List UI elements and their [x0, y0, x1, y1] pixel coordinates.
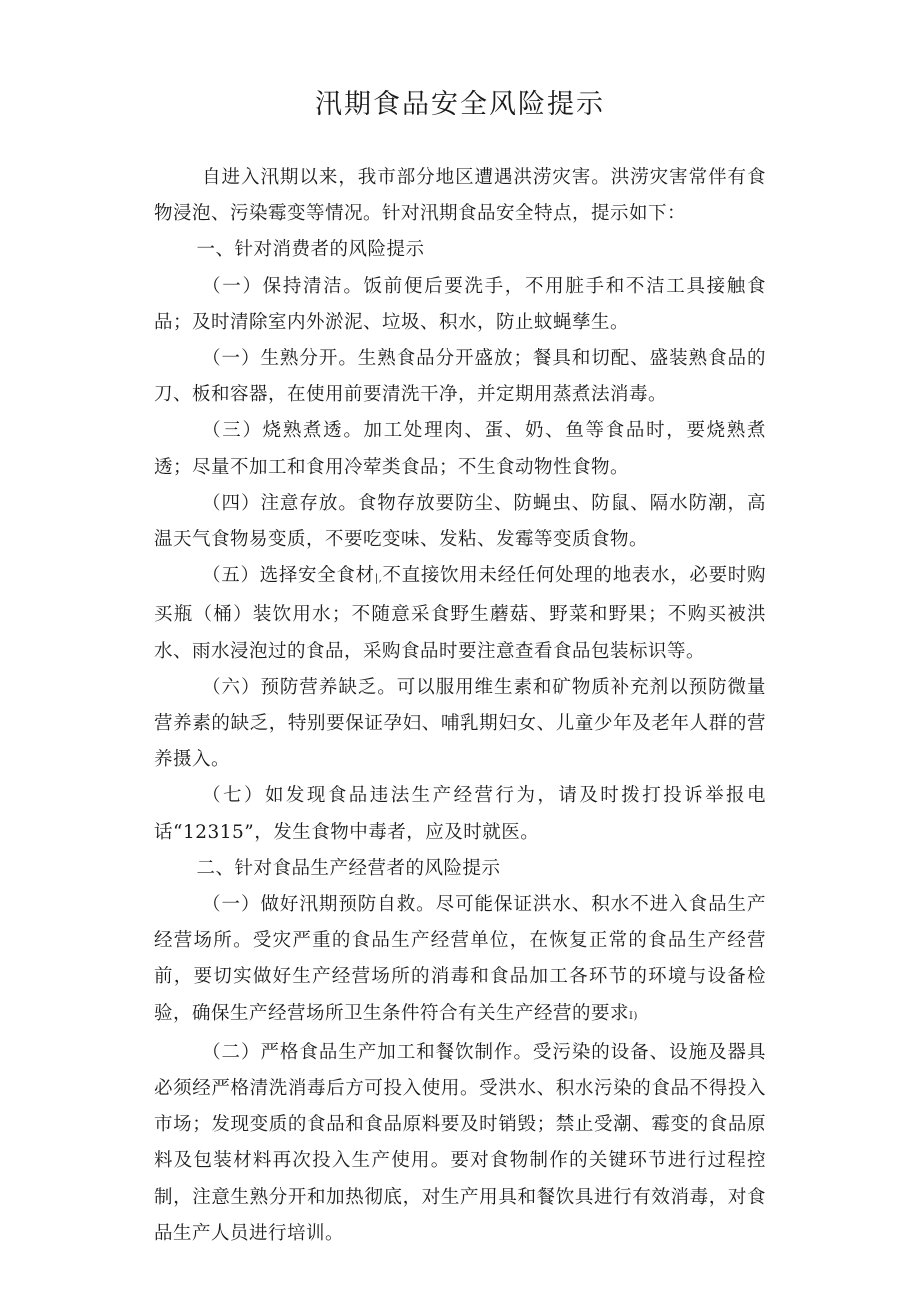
stray-mark: |, — [374, 573, 383, 585]
document-title: 汛期食品安全风险提示 — [315, 89, 605, 120]
consumer-tip-4: （四）注意存放。食物存放要防尘、防蝇虫、防鼠、隔水防潮，高温天气食物易变质，不要吃变味、发粘、发霉等变质食物。 — [154, 492, 766, 551]
intro-paragraph: 自进入汛期以来，我市部分地区遭遇洪涝灾害。洪涝灾害常伴有食物浸泡、污染霉变等情况。针对汛期食品安全特点，提示如下： — [154, 167, 766, 225]
consumer-tip-6: （六）预防营养缺乏。可以服用维生素和矿物质补充剂以预防微量营养素的缺乏，特别要保证孕妇、哺乳期妇女、儿童少年及老年人群的营养摄入。 — [154, 676, 766, 771]
producer-tip-2: （二）严格食品生产加工和餐饮制作。受污染的设备、设施及器具必须经严格清洗消毒后方可投入使用。受洪水、积水污染的食品不得投入市场；发现变质的食品和食品原料要及时销毁；禁止受潮、霉变的食品原料及包装材料再次投入生产使用。要对食物制作的关键环节进行过程控制，注意生熟分开和加热彻底，对生产用具和餐饮具进行有效消毒，对食品生产人员进行培训。 — [154, 1041, 766, 1244]
section-heading-consumers: 一、针对消费者的风险提示 — [196, 239, 425, 261]
producer-tip-1 — [154, 887, 766, 1035]
consumer-tip-5-lead: （五）选择安全食材 — [202, 565, 375, 587]
section-heading-producers: 二、针对食品生产经营者的风险提示 — [196, 857, 501, 879]
consumer-tip-5-rest: 不直接饮用未经任何处理的地表水，必要时购买瓶（桶）装饮用水；不随意采食野生蘑菇、野菜和野果；不购买被洪水、雨水浸泡过的食品，采购食品时要注意查看食品包装标识等。 — [154, 565, 766, 662]
stray-mark-end: I) — [629, 1010, 638, 1022]
consumer-tip-7: （七）如发现食品违法生产经营行为，请及时拨打投诉举报电话“12315”，发生食物中毒者，应及时就医。 — [154, 785, 766, 843]
producer-tip-1-text: （一）做好汛期预防自救。尽可能保证洪水、积水不进入食品生产经营场所。受灾严重的食品生产经营单位，在恢复正常的食品生产经营前，要切实做好生产经营场所的消毒和食品加工各环节的环境与设备检验，确保生产经营场所卫生条件符合有关生产经营的要求 — [154, 894, 766, 1024]
consumer-tip-5 — [154, 558, 766, 670]
consumer-tip-2: （一）生熟分开。生熟食品分开盛放；餐具和切配、盛装熟食品的刀、板和容器，在使用前要清洗干净，并定期用蒸煮法消毒。 — [154, 348, 766, 406]
consumer-tip-3: （三）烧熟煮透。加工处理肉、蛋、奶、鱼等食品时，要烧熟煮透；尽量不加工和食用冷荤类食品；不生食动物性食物。 — [154, 420, 766, 478]
document-body — [154, 160, 766, 1252]
consumer-tip-1: （一）保持清洁。饭前便后要洗手，不用脏手和不洁工具接触食品；及时清除室内外淤泥、垃圾、积水，防止蚊蝇孳生。 — [154, 275, 766, 333]
